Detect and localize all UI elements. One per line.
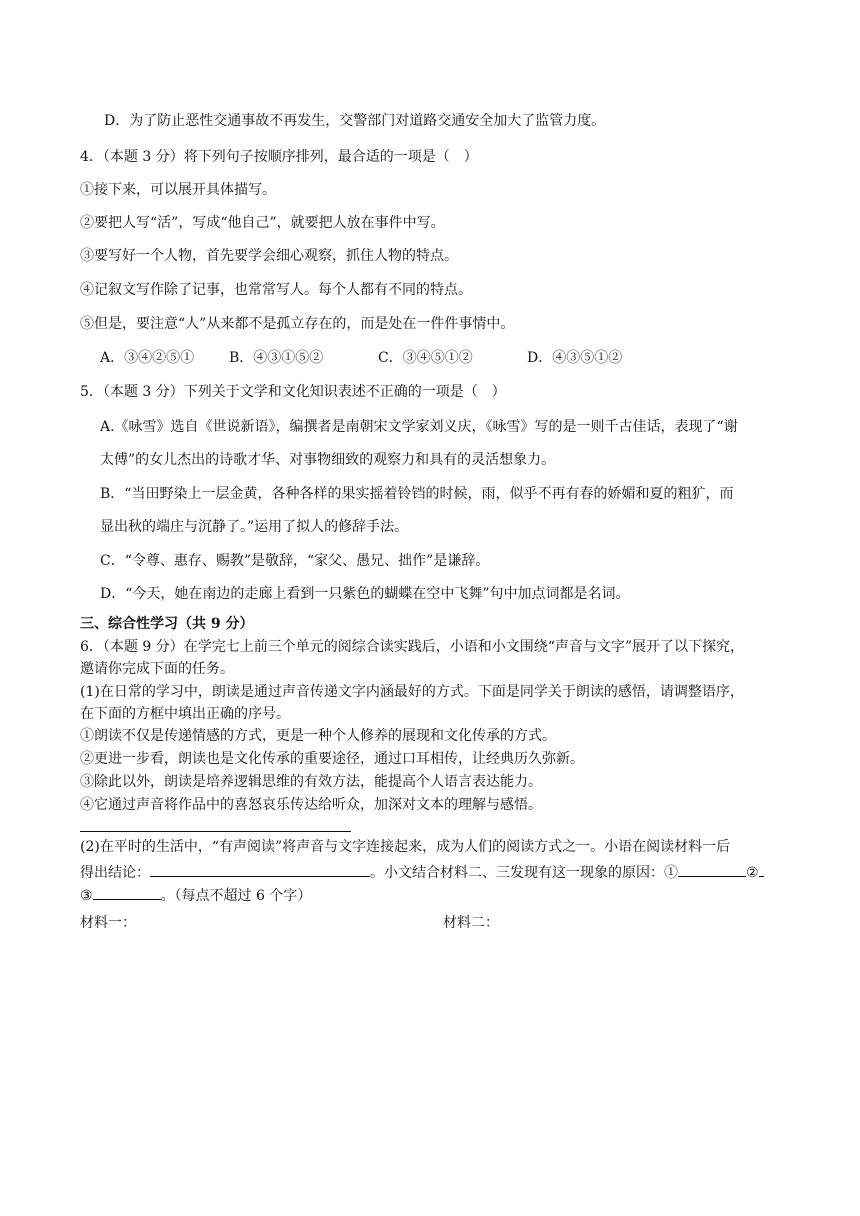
material-2-label: 材料二： [443, 915, 499, 931]
q6-part1-line1: (1)在日常的学习中，朗读是通过声音传递文字内涵最好的方式。下面是同学关于朗读的感悟，请调整语序， [80, 684, 744, 700]
conclusion-blank[interactable] [150, 862, 370, 877]
q5-option-b-line2: 显出秋的端庄与沉静了。”运用了拟人的修辞手法。 [100, 519, 409, 535]
q6-item: ①朗读不仅是传递情感的方式，更是一种个人修养的展现和文化传承的方式。 [80, 728, 556, 744]
q6-item: ③除此以外，朗读是培养逻辑思维的有效方法，能提高个人语言表达能力。 [80, 774, 542, 790]
q6-part2-line3 [80, 885, 311, 905]
q5-stem: 5．（本题 3 分）下列关于文学和文化知识表述不正确的一项是（ ） [80, 384, 506, 400]
q5-option-a-line1: A.《咏雪》选自《世说新语》，编撰者是南朝宋文学家刘义庆，《咏雪》写的是一则千古佳话，表现了“谢 [100, 419, 738, 435]
q6-part1-line2: 在下面的方框中填出正确的序号。 [80, 706, 290, 722]
material-1-label: 材料一： [80, 915, 136, 931]
reason-marker-2: ② [746, 865, 759, 881]
q6-part2-line2 [80, 862, 764, 882]
reason-blank-2[interactable] [759, 862, 764, 877]
q6-item: ④它通过声音将作品中的喜怒哀乐传达给听众，加深对文本的理解与感悟。 [80, 797, 542, 813]
q4-option-d: D．④③⑤①② [527, 350, 623, 366]
q3-option-d: D．为了防止恶性交通事故不再发生，交警部门对道路交通安全加大了监管力度。 [104, 113, 606, 129]
q4-option-c: C．③④⑤①② [378, 350, 473, 366]
reason-blank-1[interactable] [678, 862, 746, 877]
q6-part2-line1: (2)在平时的生活中，“有声阅读”将声音与文字连接起来，成为人们的阅读方式之一。小语在阅读材料一后 [80, 839, 731, 855]
q5-option-b-line1: B．“当田野染上一层金黄，各种各样的果实摇着铃铛的时候，雨，似乎不再有春的娇媚和夏的粗犷，而 [100, 486, 734, 502]
q5-option-a-line2: 太傅”的女儿杰出的诗歌才华、对事物细致的观察力和具有的灵活想象力。 [100, 452, 556, 468]
section-heading: 三、综合性学习（共 9 分） [80, 616, 254, 632]
q4-sentence: ①接下来，可以展开具体描写。 [80, 182, 276, 198]
word-limit-note: 。（每点不超过 6 个字） [160, 888, 312, 904]
reason-prompt: 。小文结合材料二、三发现有这一现象的原因：① [370, 865, 678, 881]
q4-sentence: ②要把人写“活”，写成“他自己”，就要把人放在事件中写。 [80, 215, 445, 231]
q4-stem: 4．（本题 3 分）将下列句子按顺序排列，最合适的一项是（ ） [80, 149, 478, 165]
q4-option-b: B．④③①⑤② [229, 350, 324, 366]
q4-sentence: ④记叙文写作除了记事，也常常写人。每个人都有不同的特点。 [80, 282, 472, 298]
q4-option-a: A．③④②⑤① [100, 350, 195, 366]
q6-item: ②更进一步看，朗读也是文化传承的重要途径，通过口耳相传，让经典历久弥新。 [80, 751, 584, 767]
q4-sentence: ③要写好一个人物，首先要学会细心观察，抓住人物的特点。 [80, 248, 458, 264]
answer-box-rule [80, 831, 351, 832]
q5-option-d: D．“今天，她在南边的走廊上看到一只紫色的蝴蝶在空中飞舞”句中加点词都是名词。 [100, 586, 630, 602]
q6-stem-line1: 6．（本题 9 分）在学完七上前三个单元的阅综合读实践后，小语和小文围绕“声音与文字”展开了以下探究， [80, 639, 745, 655]
reason-blank-3[interactable] [93, 885, 161, 900]
conclusion-label: 得出结论： [80, 865, 150, 881]
q4-sentence: ⑤但是，要注意“人”从来都不是孤立存在的，而是处在一件件事情中。 [80, 316, 515, 332]
q6-stem-line2: 邀请你完成下面的任务。 [80, 661, 234, 677]
reason-marker-3: ③ [80, 888, 93, 904]
q5-option-c: C．“令尊、惠存、赐教”是敬辞，“家父、愚兄、拙作”是谦辞。 [100, 553, 490, 569]
